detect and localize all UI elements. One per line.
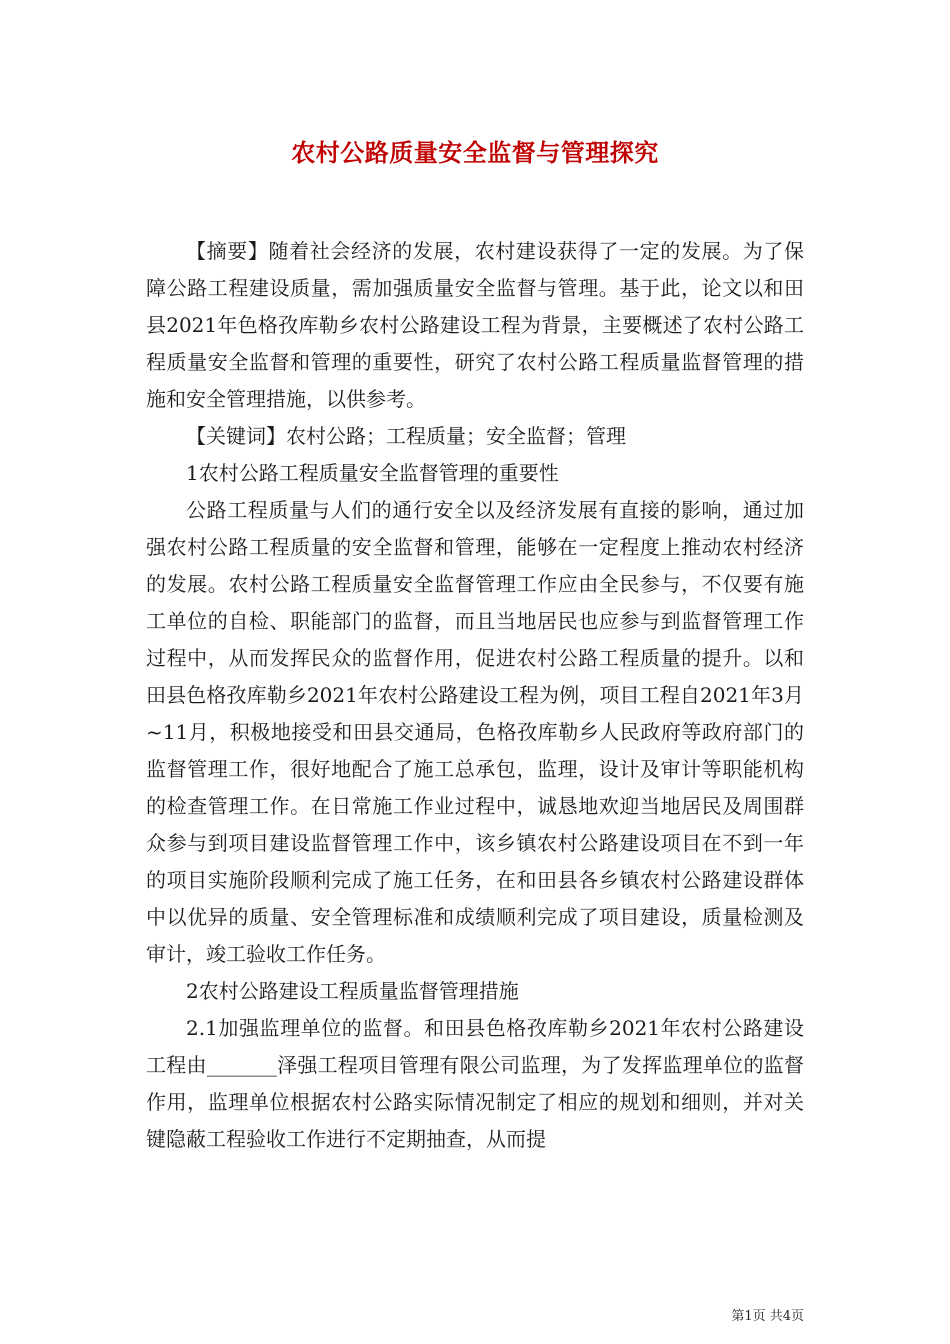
document-title: 农村公路质量安全监督与管理探究	[291, 138, 659, 167]
document-body	[146, 233, 804, 1158]
body-paragraph: 2.1加强监理单位的监督。和田县色格孜库勒乡2021年农村公路建设工程由_______泽强工程项目管理有限公司监理，为了发挥监理单位的监督作用，监理单位根据农村公路实际情况制定了相应的规划和细则，并对关键隐蔽工程验收工作进行不定期抽查，从而提	[146, 1016, 804, 1151]
keywords-paragraph: 【关键词】农村公路；工程质量；安全监督；管理	[186, 424, 626, 448]
section-heading-2: 2农村公路建设工程质量监督管理措施	[186, 979, 519, 1003]
body-paragraph: 公路工程质量与人们的通行安全以及经济发展有直接的影响，通过加强农村公路工程质量的安全监督和管理，能够在一定程度上推动农村经济的发展。农村公路工程质量安全监督管理工作应由全民参与，不仅要有施工单位的自检、职能部门的监督，而且当地居民也应参与到监督管理工作过程中，从而发挥民众的监督作用，促进农村公路工程质量的提升。以和田县色格孜库勒乡2021年农村公路建设工程为例，项目工程自2021年3月~11月，积极地接受和田县交通局，色格孜库勒乡人民政府等政府部门的监督管理工作，很好地配合了施工总承包，监理，设计及审计等职能机构的检查管理工作。在日常施工作业过程中，诚恳地欢迎当地居民及周围群众参与到项目建设监督管理工作中，该乡镇农村公路建设项目在不到一年的项目实施阶段顺利完成了施工任务，在和田县各乡镇农村公路建设群体中以优异的质量、安全管理标准和成绩顺利完成了项目建设，质量检测及审计，竣工验收工作任务。	[146, 498, 804, 966]
section-heading-1: 1农村公路工程质量安全监督管理的重要性	[186, 461, 559, 485]
abstract-paragraph: 【摘要】随着社会经济的发展，农村建设获得了一定的发展。为了保障公路工程建设质量，需加强质量安全监督与管理。基于此，论文以和田县2021年色格孜库勒乡农村公路建设工程为背景，主要概述了农村公路工程质量安全监督和管理的重要性，研究了农村公路工程质量监督管理的措施和安全管理措施，以供参考。	[146, 239, 804, 411]
page-number: 第1页 共4页	[731, 1309, 804, 1324]
